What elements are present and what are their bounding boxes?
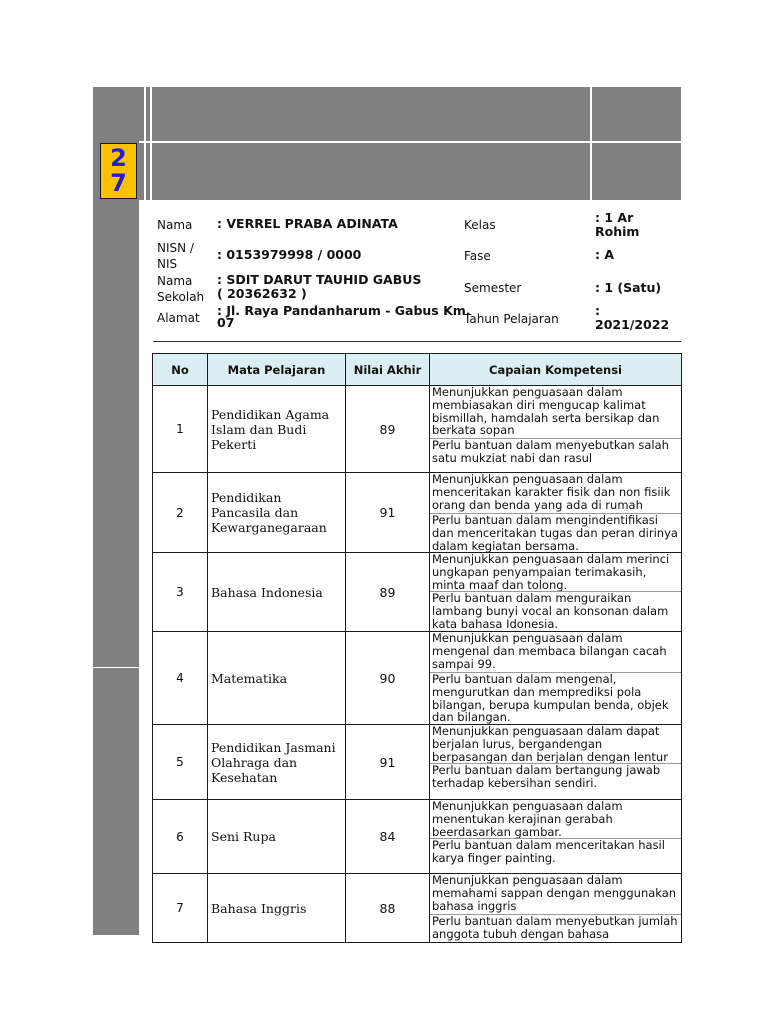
- row-number: 6: [153, 800, 208, 874]
- table-row: [153, 725, 682, 800]
- left-margin-strip: [93, 668, 139, 935]
- row-number: 5: [153, 725, 208, 800]
- subject-name: Pendidikan Jasmani Olahraga dan Kesehatan: [208, 725, 346, 800]
- subject-name: Pendidikan Agama Islam dan Budi Pekerti: [208, 386, 346, 473]
- grades-table: [152, 353, 682, 943]
- subject-name: Bahasa Indonesia: [208, 553, 346, 632]
- competency-cell: [430, 386, 682, 473]
- header-nilai-akhir: Nilai Akhir: [346, 354, 430, 386]
- competency-needs-help: Perlu bantuan dalam menceritakan hasil karya finger painting.: [430, 838, 681, 873]
- header-divider: [150, 87, 152, 200]
- nisn-label: NISN / NIS: [157, 241, 194, 271]
- final-score: 90: [346, 632, 430, 725]
- competency-achieved: Menunjukkan penguasaan dalam menentukan kerajinan gerabah beerdasarkan gambar.: [432, 800, 623, 838]
- nama-label: Nama: [157, 218, 193, 232]
- competency-cell: [430, 874, 682, 943]
- page-number-badge: [100, 143, 137, 199]
- row-number: 1: [153, 386, 208, 473]
- competency-needs-help: Perlu bantuan dalam mengenal, mengurutkan dan memprediksi pola bilangan, berupa kumpulan benda, objek dan bilangan.: [430, 672, 681, 724]
- final-score: 89: [346, 386, 430, 473]
- competency-cell: [430, 800, 682, 874]
- competency-needs-help: Perlu bantuan dalam menguraikan lambang bunyi vocal an konsonan dalam kata bahasa Idonesia.: [430, 591, 681, 631]
- table-row: [153, 473, 682, 553]
- final-score: 84: [346, 800, 430, 874]
- kelas-label: Kelas: [464, 218, 496, 232]
- tahun-label: Tahun Pelajaran: [464, 312, 559, 326]
- competency-achieved: Menunjukkan penguasaan dalam menceritakan karakter fisik dan non fisiik orang dan benda yang ada di rumah: [432, 473, 671, 512]
- subject-name: Seni Rupa: [208, 800, 346, 874]
- subject-name: Matematika: [208, 632, 346, 725]
- competency-needs-help: Perlu bantuan dalam menyebutkan jumlah anggota tubuh dengan bahasa: [430, 914, 681, 942]
- row-number: 3: [153, 553, 208, 632]
- competency-needs-help: Perlu bantuan dalam menyebutkan salah satu mukziat nabi dan rasul: [430, 438, 681, 472]
- subject-name: Bahasa Inggris: [208, 874, 346, 943]
- table-row: [153, 632, 682, 725]
- nisn-value: : 0153979998 / 0000: [217, 247, 362, 262]
- header-band: [93, 87, 681, 200]
- sekolah-value: : SDIT DARUT TAUHID GABUS ( 20362632 ): [217, 272, 422, 301]
- final-score: 91: [346, 725, 430, 800]
- row-number: 7: [153, 874, 208, 943]
- competency-achieved: Menunjukkan penguasaan dalam mengenal dan membaca bilangan cacah sampai 99.: [432, 632, 667, 671]
- row-number: 4: [153, 632, 208, 725]
- competency-needs-help: Perlu bantuan dalam bertangung jawab terhadap kebersihan sendiri.: [430, 763, 681, 799]
- header-no: No: [153, 354, 208, 386]
- table-header-row: [153, 354, 682, 386]
- kelas-value: : 1 Ar Rohim: [595, 210, 640, 239]
- fase-label: Fase: [464, 249, 491, 263]
- left-margin-strip: [93, 200, 139, 667]
- header-divider: [139, 141, 681, 143]
- alamat-value: : Jl. Raya Pandanharum - Gabus Km. 07: [217, 303, 471, 330]
- header-capaian-kompetensi: Capaian Kompetensi: [430, 354, 682, 386]
- table-row: [153, 800, 682, 874]
- competency-needs-help: Perlu bantuan dalam mengindentifikasi dan menceritakan tugas dan peran dirinya dalam kegiatan bersama.: [430, 513, 681, 552]
- competency-achieved: Menunjukkan penguasaan dalam dapat berjalan lurus, bergandengan berpasangan dan berjalan dengan lentur: [432, 725, 668, 763]
- semester-label: Semester: [464, 281, 522, 295]
- table-row: [153, 874, 682, 943]
- header-divider: [590, 87, 592, 200]
- final-score: 91: [346, 473, 430, 553]
- competency-achieved: Menunjukkan penguasaan dalam memahami sappan dengan menggunakan bahasa inggris: [432, 874, 677, 913]
- nama-value: : VERREL PRABA ADINATA: [217, 216, 398, 231]
- table-row: [153, 553, 682, 632]
- table-row: [153, 386, 682, 473]
- subject-name: Pendidikan Pancasila dan Kewarganegaraan: [208, 473, 346, 553]
- competency-cell: [430, 725, 682, 800]
- header-mata-pelajaran: Mata Pelajaran: [208, 354, 346, 386]
- semester-value: : 1 (Satu): [595, 280, 662, 295]
- final-score: 89: [346, 553, 430, 632]
- header-divider: [144, 87, 146, 200]
- row-number: 2: [153, 473, 208, 553]
- competency-cell: [430, 632, 682, 725]
- page-number-text: 2 7: [110, 144, 127, 197]
- final-score: 88: [346, 874, 430, 943]
- fase-value: : A: [595, 247, 615, 262]
- competency-cell: [430, 473, 682, 553]
- competency-cell: [430, 553, 682, 632]
- alamat-label: Alamat: [157, 311, 200, 325]
- competency-achieved: Menunjukkan penguasaan dalam merinci ungkapan penyampaian terimakasih, minta maaf dan tolong.: [432, 553, 670, 591]
- tahun-value: : 2021/2022: [595, 303, 670, 332]
- sekolah-label: Nama Sekolah: [157, 274, 205, 304]
- competency-achieved: Menunjukkan penguasaan dalam membiasakan diri mengucap kalimat bismillah, hamdalah serta bersikap dan berkata sopan: [432, 386, 660, 438]
- info-divider: [153, 341, 681, 342]
